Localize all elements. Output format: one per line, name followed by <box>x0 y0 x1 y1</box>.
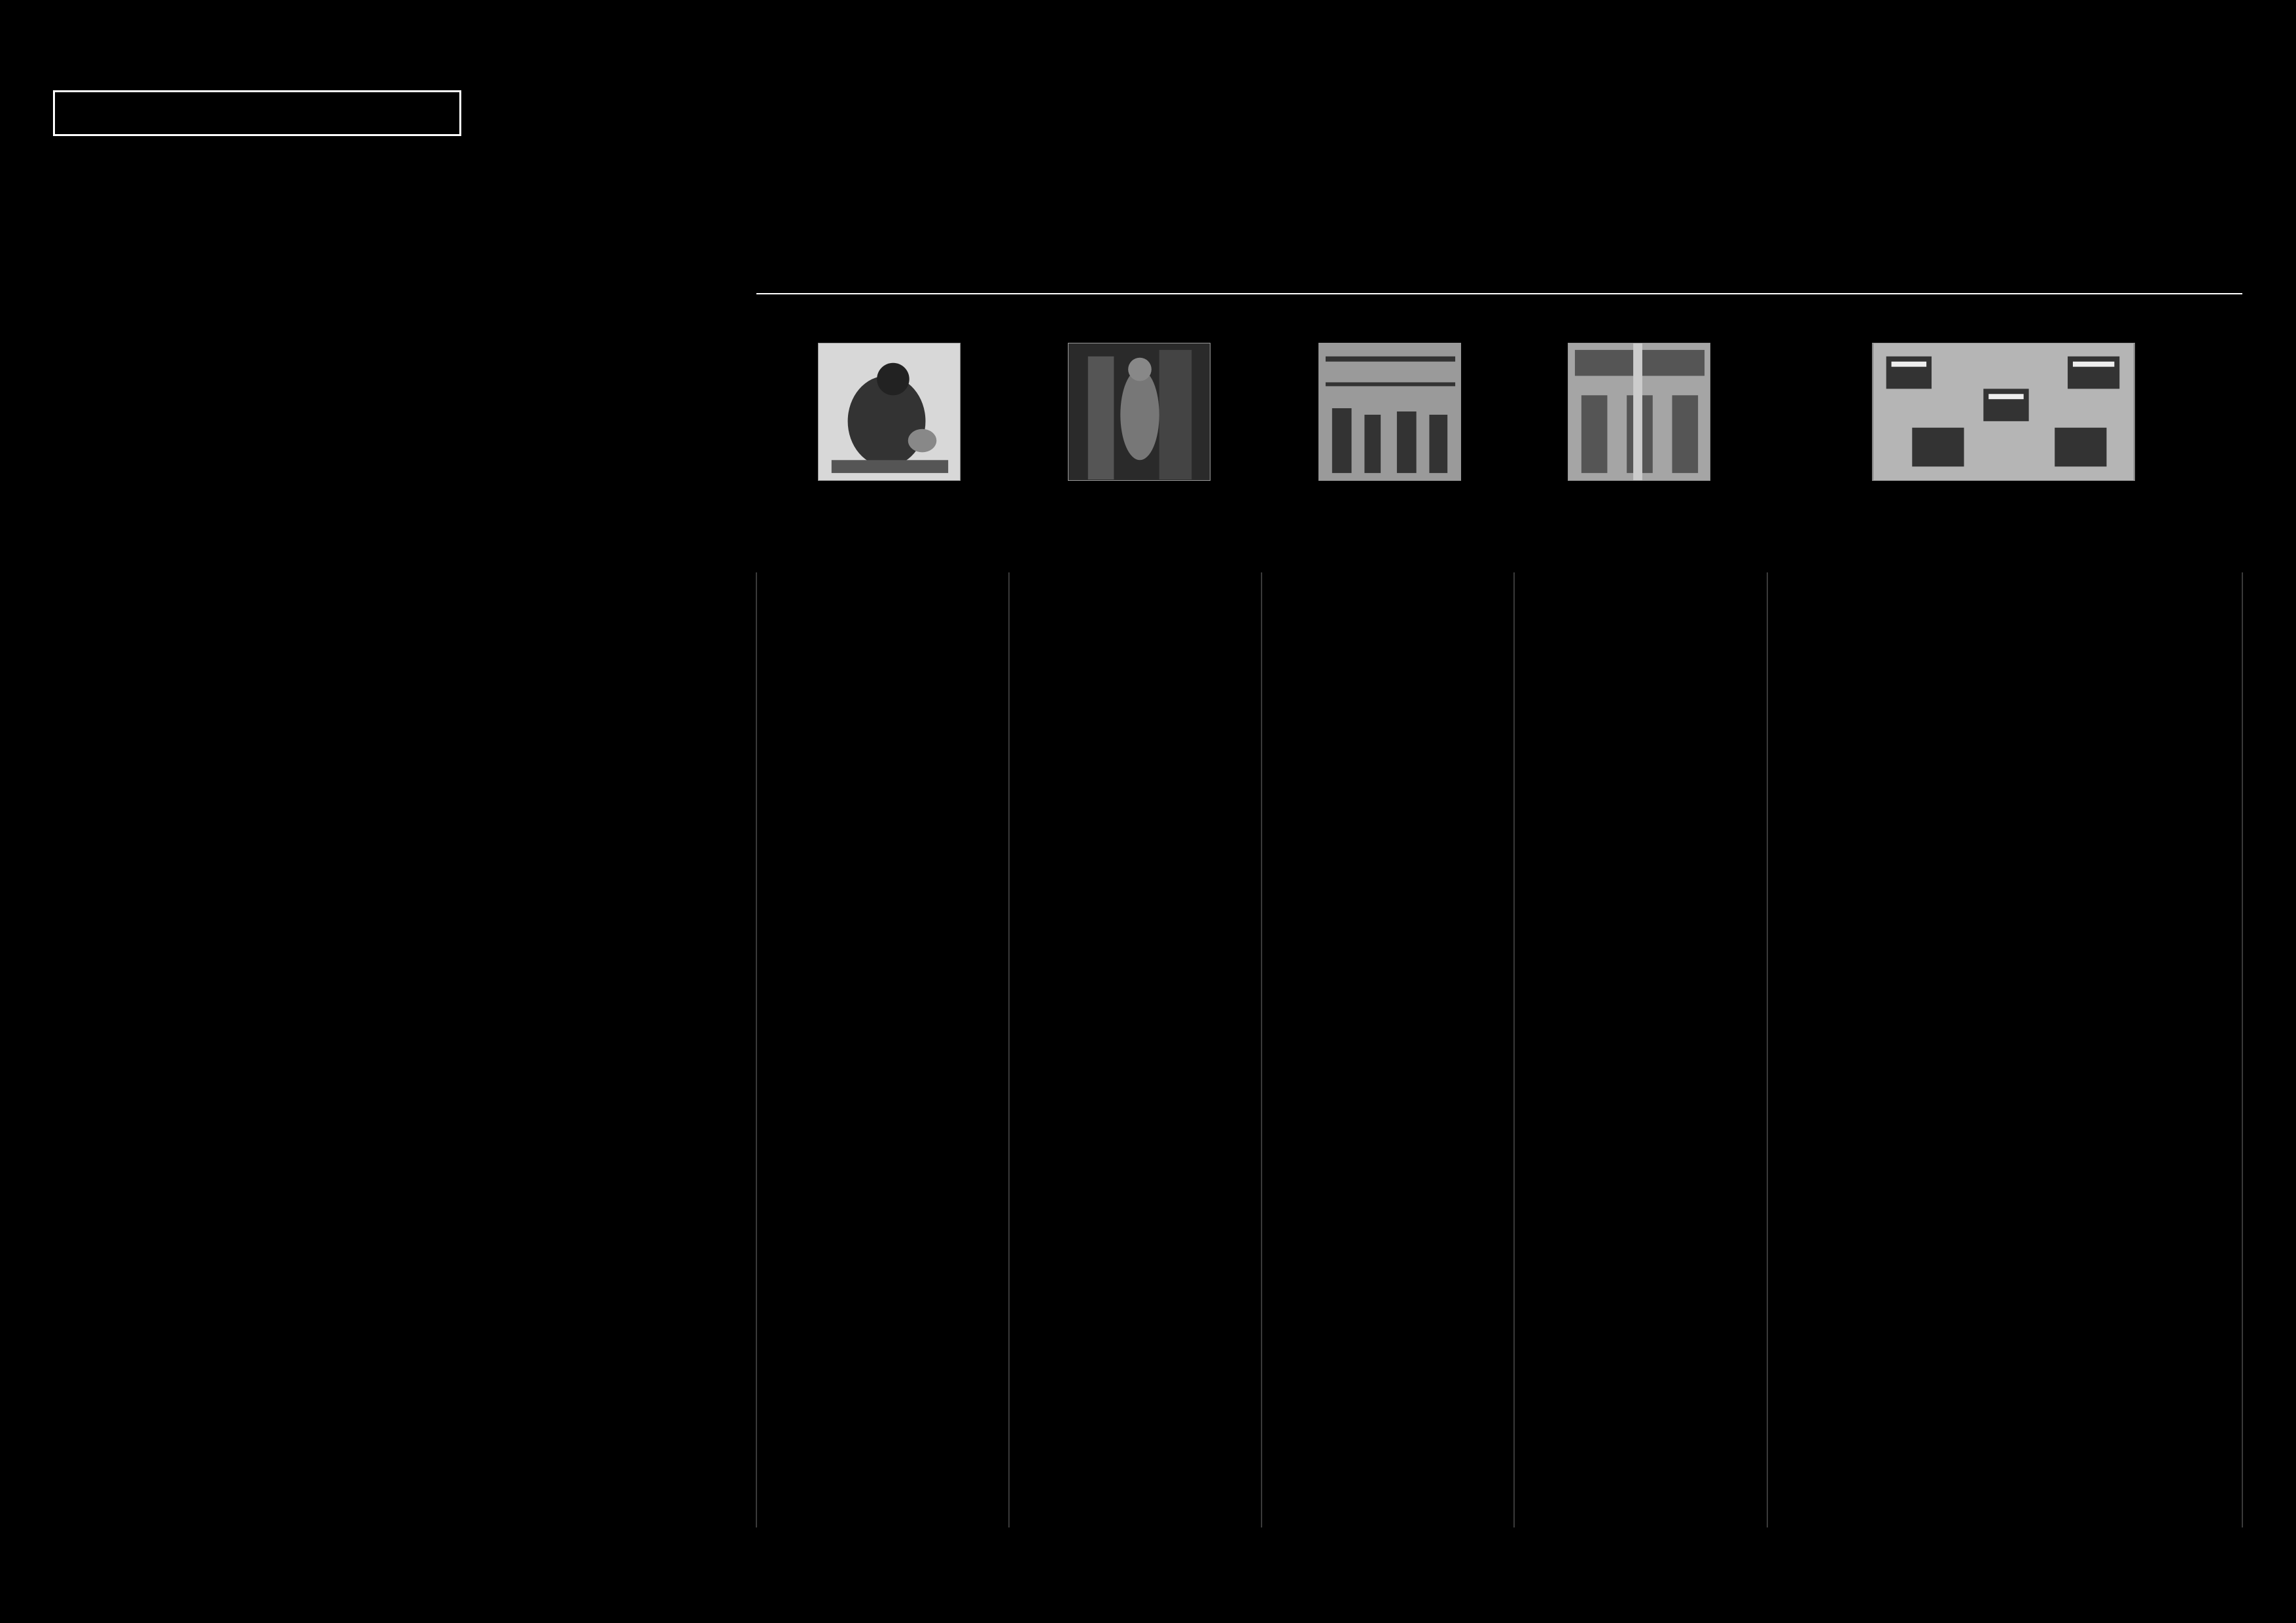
intro-text <box>69 527 612 557</box>
stone-age-photo <box>818 343 961 481</box>
hand-tool-era-photo <box>1068 343 1210 481</box>
modern-industrial-photo <box>1568 343 1710 481</box>
trend-chart <box>756 1191 2242 1452</box>
industrial-revolution-photo <box>1318 343 1461 481</box>
digital-intelligence-photo <box>1872 343 2135 481</box>
section-title <box>53 90 461 136</box>
title-divider <box>756 293 2242 294</box>
